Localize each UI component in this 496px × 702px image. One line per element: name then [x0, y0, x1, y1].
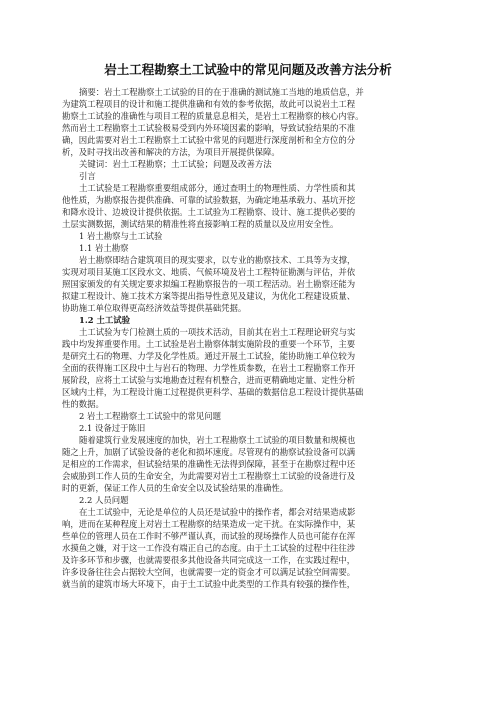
text-line: 些单位的管理人员在工作时不够严谨认真，而试验的现场操作人员也可能存在浑 [62, 531, 356, 541]
text-line: 和降水设计、边坡设计提供依据。土工试验为工程勘察、设计、施工提供必要的 [62, 207, 356, 217]
text-line: 勘察土工试验的准确性与项目工程的质量息息相关，是岩土工程勘察的核心内容。 [62, 111, 364, 121]
text-line: 析，及时寻找出改善和解决的方法，为项目开展提供保障。 [62, 147, 280, 157]
text-line: 随着建筑行业发展速度的加快，岩土工程勘察土工试验的项目数量和规模也 [79, 435, 356, 445]
text-line: 土工试验是工程勘察重要组成部分，通过查明土的物理性质、力学性质和其 [79, 183, 356, 193]
text-line: 是研究土石的物理、力学及化学性质。通过开展土工试验，能协助施工单位较为 [62, 351, 356, 361]
text-line: 然而岩土工程勘察土工试验极易受到内外环境因素的影响，导致试验结果的不准 [62, 123, 356, 133]
text-line: 许多设备往往会占据较大空间，也就需要一定的资金才可以满足试验空间需要。 [62, 567, 356, 577]
text-line: 区域内土样，为工程设计施工过程提供更科学、基础的数据信息工程设计提供基础 [62, 387, 364, 397]
text-line: 及许多环节和步骤，也就需要很多其他设备共同完成这一工作，在实践过程中， [62, 555, 356, 565]
text-line: 展阶段，应将土工试验与实地勘查过程有机整合，进而更精确地定量、定性分析 [62, 375, 356, 385]
text-line: 他性质，为勘察报告提供准确、可靠的试验数据，为确定地基承载力、基坑开挖 [62, 195, 356, 205]
text-line: 在土工试验中，无论是单位的人员还是试验中的操作者，都会对结果造成影 [79, 507, 356, 517]
text-line: 全面的获得施工区段中土与岩石的物理、力学性质参数，在岩土工程勘察工作开 [62, 363, 356, 373]
text-line: 拟建工程设计、施工技术方案等提出指导性意见及建议，为优化工程建设质量、 [62, 291, 356, 301]
text-line: 照国家颁发的有关规定要求拟编工程勘察报告的一项工程活动。岩土勘察还能为 [62, 279, 356, 289]
text-line: 会威胁到工作人员的生命安全，为此需要对岩土工程勘察土工试验的设备进行及 [62, 471, 356, 481]
text-line: 土工试验为专门检测土质的一项技术活动，目前其在岩土工程理论研究与实 [79, 327, 356, 337]
section-heading: 1.2 土工试验 [79, 315, 130, 325]
text-line: 摘要：岩土工程勘察土工试验的目的在于准确的测试施工当地的地质信息，并 [79, 87, 364, 97]
section-heading: 2.1 设备过于陈旧 [79, 423, 146, 433]
text-line: 践中均发挥重要作用。土工试验是岩土勘察体制实施阶段的重要一个环节，主要 [62, 339, 356, 349]
text-line: 协助施工单位取得更高经济效益等提供基础凭据。 [62, 303, 247, 313]
text-line: 实现对项目某施工区段水文、地质、气候环境及岩土工程特征勘测与评估，并依 [62, 267, 356, 277]
text-line: 确，因此需要对岩土工程勘察土工试验中常见的问题进行深度剖析和全方位的分 [62, 135, 356, 145]
text-line: 引言 [79, 171, 96, 181]
section-heading: 1 岩土勘察与土工试验 [79, 231, 163, 241]
section-heading: 2 岩土工程勘察土工试验中的常见问题 [79, 411, 221, 421]
text-line: 响，进而在某种程度上对岩土工程勘察的结果造成一定干扰。在实际操作中，某 [62, 519, 356, 529]
text-line: 性的数据。 [62, 399, 104, 409]
section-heading: 2.2 人员问题 [79, 495, 129, 505]
text-line: 岩土勘察即结合建筑项目的现实要求，以专业的勘察技术、工具等为支撑， [79, 255, 356, 265]
text-line: 就当前的建筑市场大环境下，由于土工试验中此类型的工作具有较强的操作性， [62, 579, 356, 589]
text-line: 足相应的工作需求，但试验结果的准确性无法得到保障，甚至于在勘察过程中还 [62, 459, 356, 469]
text-line: 水摸鱼之嫌，对于这一工作没有端正自己的态度。由于土工试验的过程中往往涉 [62, 543, 356, 553]
document-title: 岩土工程勘察土工试验中的常见问题及改善方法分析 [104, 62, 392, 77]
section-heading: 1.1 岩土勘察 [79, 243, 129, 253]
text-line: 随之上升，加剧了试验设备的老化和损坏速度。尽管现有的勘察试验设备可以满 [62, 447, 356, 457]
document-body [62, 86, 440, 590]
text-line: 时的更新，保证工作人员的生命安全以及试验结果的准确性。 [62, 483, 289, 493]
text-line: 土层实测数据，测试结果的精准性将直接影响工程的质量以及应用安全性。 [62, 219, 339, 229]
text-line: 关键词：岩土工程勘察；土工试验；问题及改善方法 [79, 159, 272, 169]
text-line: 为建筑工程项目的设计和施工提供准确和有效的参考依据，故此可以说岩土工程 [62, 99, 356, 109]
